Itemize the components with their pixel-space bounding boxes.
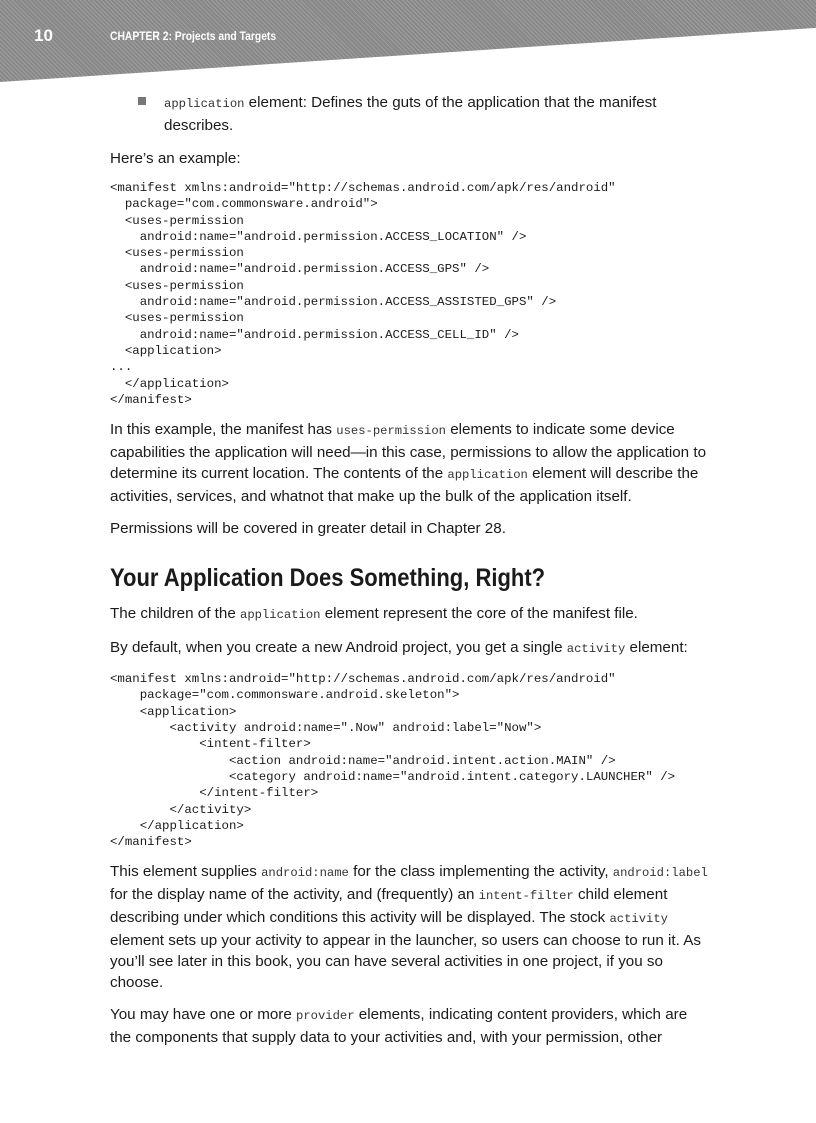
paragraph-permissions-chapter: Permissions will be covered in greater detail in Chapter 28. xyxy=(110,520,506,538)
paragraph-activity-explanation xyxy=(110,861,710,993)
inline-code: android:name xyxy=(261,866,349,881)
inline-code: intent-filter xyxy=(478,889,574,904)
page-number: 10 xyxy=(34,26,53,45)
code-block-manifest-activity: <manifest xmlns:android="http://schemas.android.com/apk/res/android" package="com.commonsware.android.skeleton"> <application> <activity android:name=".Now" android:label="Now"> <intent-filter> <action android:name="android.intent.action.MAIN" /> <category android:name="android.intent.category.LAUNCHER" /> </intent-filter> </activity> </application> </manifest> xyxy=(110,672,676,850)
inline-code: activity xyxy=(566,642,626,657)
text-run: elements to indicate some device capabilities the application will need—in this case, permissions to allow the application to determine its current location. The contents of the xyxy=(110,421,707,483)
bullet-text: element: Defines the guts of the application that the manifest describes. xyxy=(164,94,657,134)
page-content xyxy=(110,92,710,1059)
text-run: element represent the core of the manifest file. xyxy=(320,605,638,623)
text-run: In this example, the manifest has xyxy=(110,421,337,439)
inline-code: android:label xyxy=(612,866,708,881)
inline-code: provider xyxy=(296,1009,355,1024)
text-run: By default, when you create a new Android project, you get a single xyxy=(110,639,567,657)
text-run: for the class implementing the activity, xyxy=(348,863,613,881)
inline-code: uses-permission xyxy=(336,424,446,439)
text-run: element sets up your activity to appear in the launcher, so users can choose to run it. As you’ll see later in this book, you can have several activities in one project, if you so choose. xyxy=(110,932,701,992)
text-run: element will describe the activities, services, and whatnot that make up the bulk of the application itself. xyxy=(110,465,699,506)
inline-code: application xyxy=(447,468,528,483)
paragraph-provider xyxy=(110,1004,710,1048)
code-block-manifest-permissions: <manifest xmlns:android="http://schemas.android.com/apk/res/android" package="com.commonsware.android"> <uses-permission android:name="android.permission.ACCESS_LOCATION" /> <uses-permission android:name="android.permission.ACCESS_GPS" /> <uses-permission android:name="android.permission.ACCESS_ASSISTED_GPS" /> <uses-permission android:name="android.permission.ACCESS_CELL_ID" /> <application> ... </application> </manifest> xyxy=(110,181,616,407)
chapter-title: CHAPTER 2: Projects and Targets xyxy=(110,29,277,43)
text-run: for the display name of the activity, and (frequently) an xyxy=(110,886,479,904)
inline-code: application xyxy=(240,608,321,623)
section-heading: Your Application Does Something, Right? xyxy=(110,564,546,593)
intro-paragraph: Here’s an example: xyxy=(110,150,241,167)
text-run: This element supplies xyxy=(110,863,262,881)
text-run: You may have one or more xyxy=(110,1006,297,1024)
inline-code: activity xyxy=(609,912,668,927)
bullet-item xyxy=(110,92,710,136)
paragraph-permissions-explanation xyxy=(110,419,710,507)
square-bullet-icon xyxy=(138,97,146,105)
text-run: elements, indicating content providers, which are the components that supply data to your activities and, with your permission, other xyxy=(110,1006,688,1047)
text-run: child element describing under which conditions this activity will be displayed. The stock xyxy=(110,886,668,927)
inline-code: application xyxy=(164,97,245,111)
paragraph-children xyxy=(110,603,710,626)
text-run: The children of the xyxy=(110,605,241,623)
paragraph-default-activity xyxy=(110,637,710,660)
text-run: element: xyxy=(625,639,688,657)
